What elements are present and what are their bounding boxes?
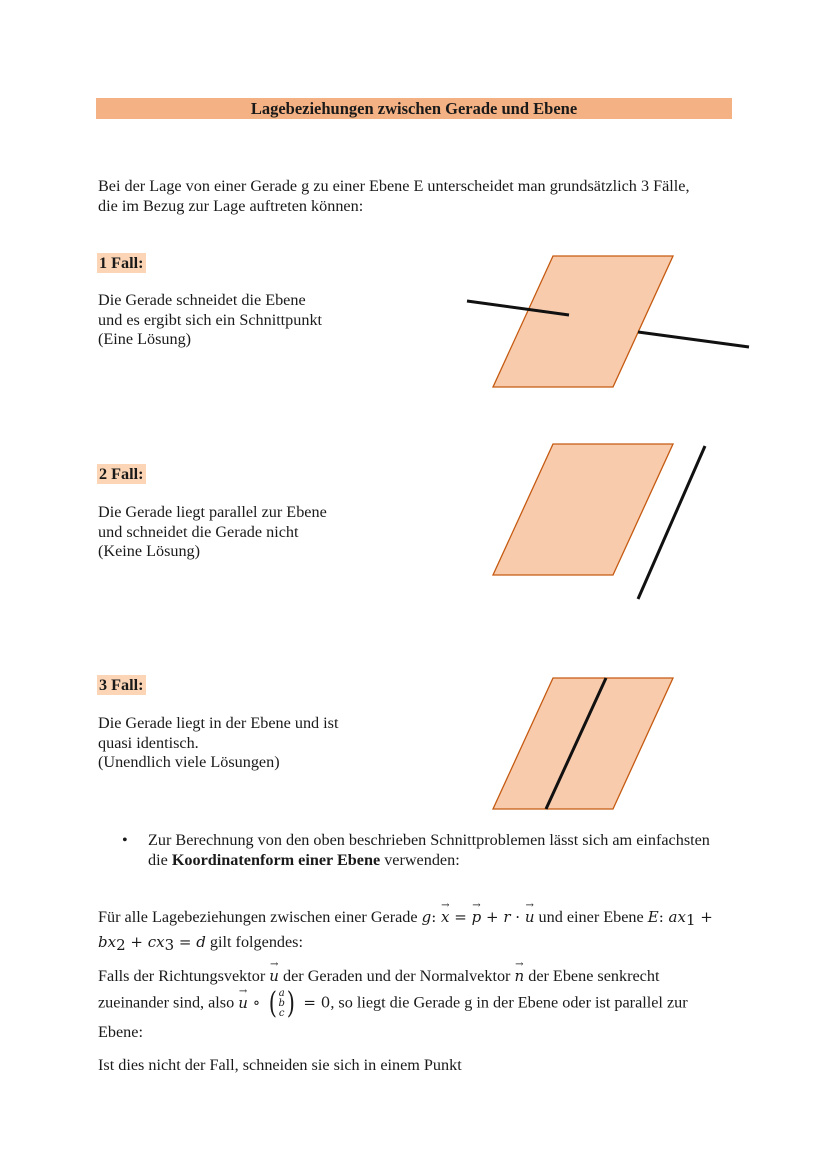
case-3-line-3: (Unendlich viele Lösungen) <box>98 753 280 771</box>
vector-n: → n <box>515 963 525 989</box>
normal-vector-column <box>267 986 297 1021</box>
math-b: b <box>98 933 108 951</box>
math-plus: + <box>481 908 504 926</box>
bullet-part-2: die <box>148 851 172 869</box>
vector-x: → x <box>441 906 449 928</box>
math-dot: · <box>510 908 525 926</box>
para1-text-3: gilt folgendes: <box>205 933 303 951</box>
case-3-description <box>98 714 418 773</box>
para1-line-2 <box>98 931 738 956</box>
math-a: a <box>668 908 678 926</box>
para2-text-5: , so liegt die Gerade g in der Ebene oder ist parallel zur <box>330 993 688 1012</box>
math-E: E <box>647 908 659 926</box>
case-2-line-2: und schneidet die Gerade nicht <box>98 522 299 541</box>
math-x: x <box>107 933 117 951</box>
case-2-description <box>98 503 418 562</box>
case-2-line-1: Die Gerade liegt parallel zur Ebene <box>98 503 327 521</box>
para2-line-1 <box>98 963 738 989</box>
math-r: r <box>503 908 511 926</box>
math-sub-3: 3 <box>164 936 175 954</box>
paragraph-orthogonality <box>98 963 738 1045</box>
para2-text-3: der Ebene senkrecht <box>524 967 660 985</box>
math-equals: = <box>174 933 197 951</box>
case-3-line-2: quasi identisch. <box>98 733 199 752</box>
bullet-item <box>122 830 742 870</box>
math-colon: : <box>658 908 669 926</box>
plane-shape <box>493 678 673 809</box>
para2-text-4: zueinander sind, also <box>98 993 239 1012</box>
case-1-label: 1 Fall: <box>99 254 144 272</box>
case-1-line-2: und es ergibt sich ein Schnittpunkt <box>98 310 323 329</box>
line-segment-back <box>638 332 749 347</box>
case-1-description <box>98 291 418 350</box>
vec-c: c <box>278 1008 285 1019</box>
page-title: Lagebeziehungen zwischen Gerade und Ebene <box>96 98 732 119</box>
paragraph-line-equation <box>98 906 738 956</box>
para2-line-2 <box>98 986 738 1021</box>
math-plus: + <box>125 933 148 951</box>
vector-p: → p <box>472 906 482 928</box>
vector-u: → u <box>525 906 535 928</box>
bullet-symbol: • <box>122 831 128 849</box>
math-plus: + <box>695 908 713 926</box>
case-3-label: 3 Fall: <box>99 676 144 694</box>
bullet-bold-term: Koordinatenform einer Ebene <box>171 851 381 869</box>
vec-a: a <box>278 988 285 999</box>
para1-text-1: Für alle Lagebeziehungen zwischen einer Gerade <box>98 908 422 926</box>
plane-shape <box>493 444 673 575</box>
math-x: x <box>156 933 165 951</box>
math-equals-zero: = 0 <box>298 993 331 1012</box>
figure-parallel-line <box>460 440 760 605</box>
para1-text-2: und einer Ebene <box>534 908 648 926</box>
para1-line-1 <box>98 906 738 931</box>
figure-line-in-plane <box>460 672 760 817</box>
plane-shape <box>493 256 673 387</box>
math-equals: = <box>449 908 472 926</box>
paren-left: ( <box>268 986 277 1021</box>
intro-line-1: Bei der Lage von einer Gerade g zu einer Ebene E unterscheidet man grundsätzlich 3 Fälle, <box>98 177 690 195</box>
bullet-text <box>148 830 742 870</box>
math-colon: : <box>431 908 442 926</box>
intro-line-2: die im Bezug zur Lage auftreten können: <box>98 197 364 215</box>
math-c: c <box>147 933 157 951</box>
math-x: x <box>677 908 686 926</box>
case-3-line-1: Die Gerade liegt in der Ebene und ist <box>98 714 339 732</box>
bullet-line-1: Zur Berechnung von den oben beschrieben Schnittproblemen lässt sich am einfachsten <box>148 831 710 849</box>
vec-b: b <box>278 998 285 1009</box>
case-1-line-3: (Eine Lösung) <box>98 330 192 348</box>
math-sub-2: 2 <box>116 936 126 954</box>
bullet-line-2 <box>148 850 742 870</box>
intro-paragraph <box>98 176 738 216</box>
math-g: g <box>421 908 432 926</box>
para2-line-3: Ebene: <box>98 1023 143 1041</box>
vector-u: → u <box>269 963 279 989</box>
math-sub-1: 1 <box>685 911 696 929</box>
para2-text-1: Falls der Richtungsvektor <box>98 967 270 985</box>
math-d: d <box>196 933 206 951</box>
bullet-part-3: verwenden: <box>380 851 460 869</box>
vector-u: → u <box>238 990 248 1016</box>
para2-text-2: der Geraden und der Normalvektor <box>278 967 515 985</box>
case-2-line-3: (Keine Lösung) <box>98 542 201 560</box>
paren-right: ) <box>286 986 295 1021</box>
case-2-label: 2 Fall: <box>99 465 144 483</box>
paragraph-conclusion: Ist dies nicht der Fall, schneiden sie sich in einem Punkt <box>98 1056 462 1074</box>
figure-intersecting-line <box>460 250 760 400</box>
case-1-line-1: Die Gerade schneidet die Ebene <box>98 291 306 309</box>
math-circ: ∘ <box>247 993 265 1012</box>
